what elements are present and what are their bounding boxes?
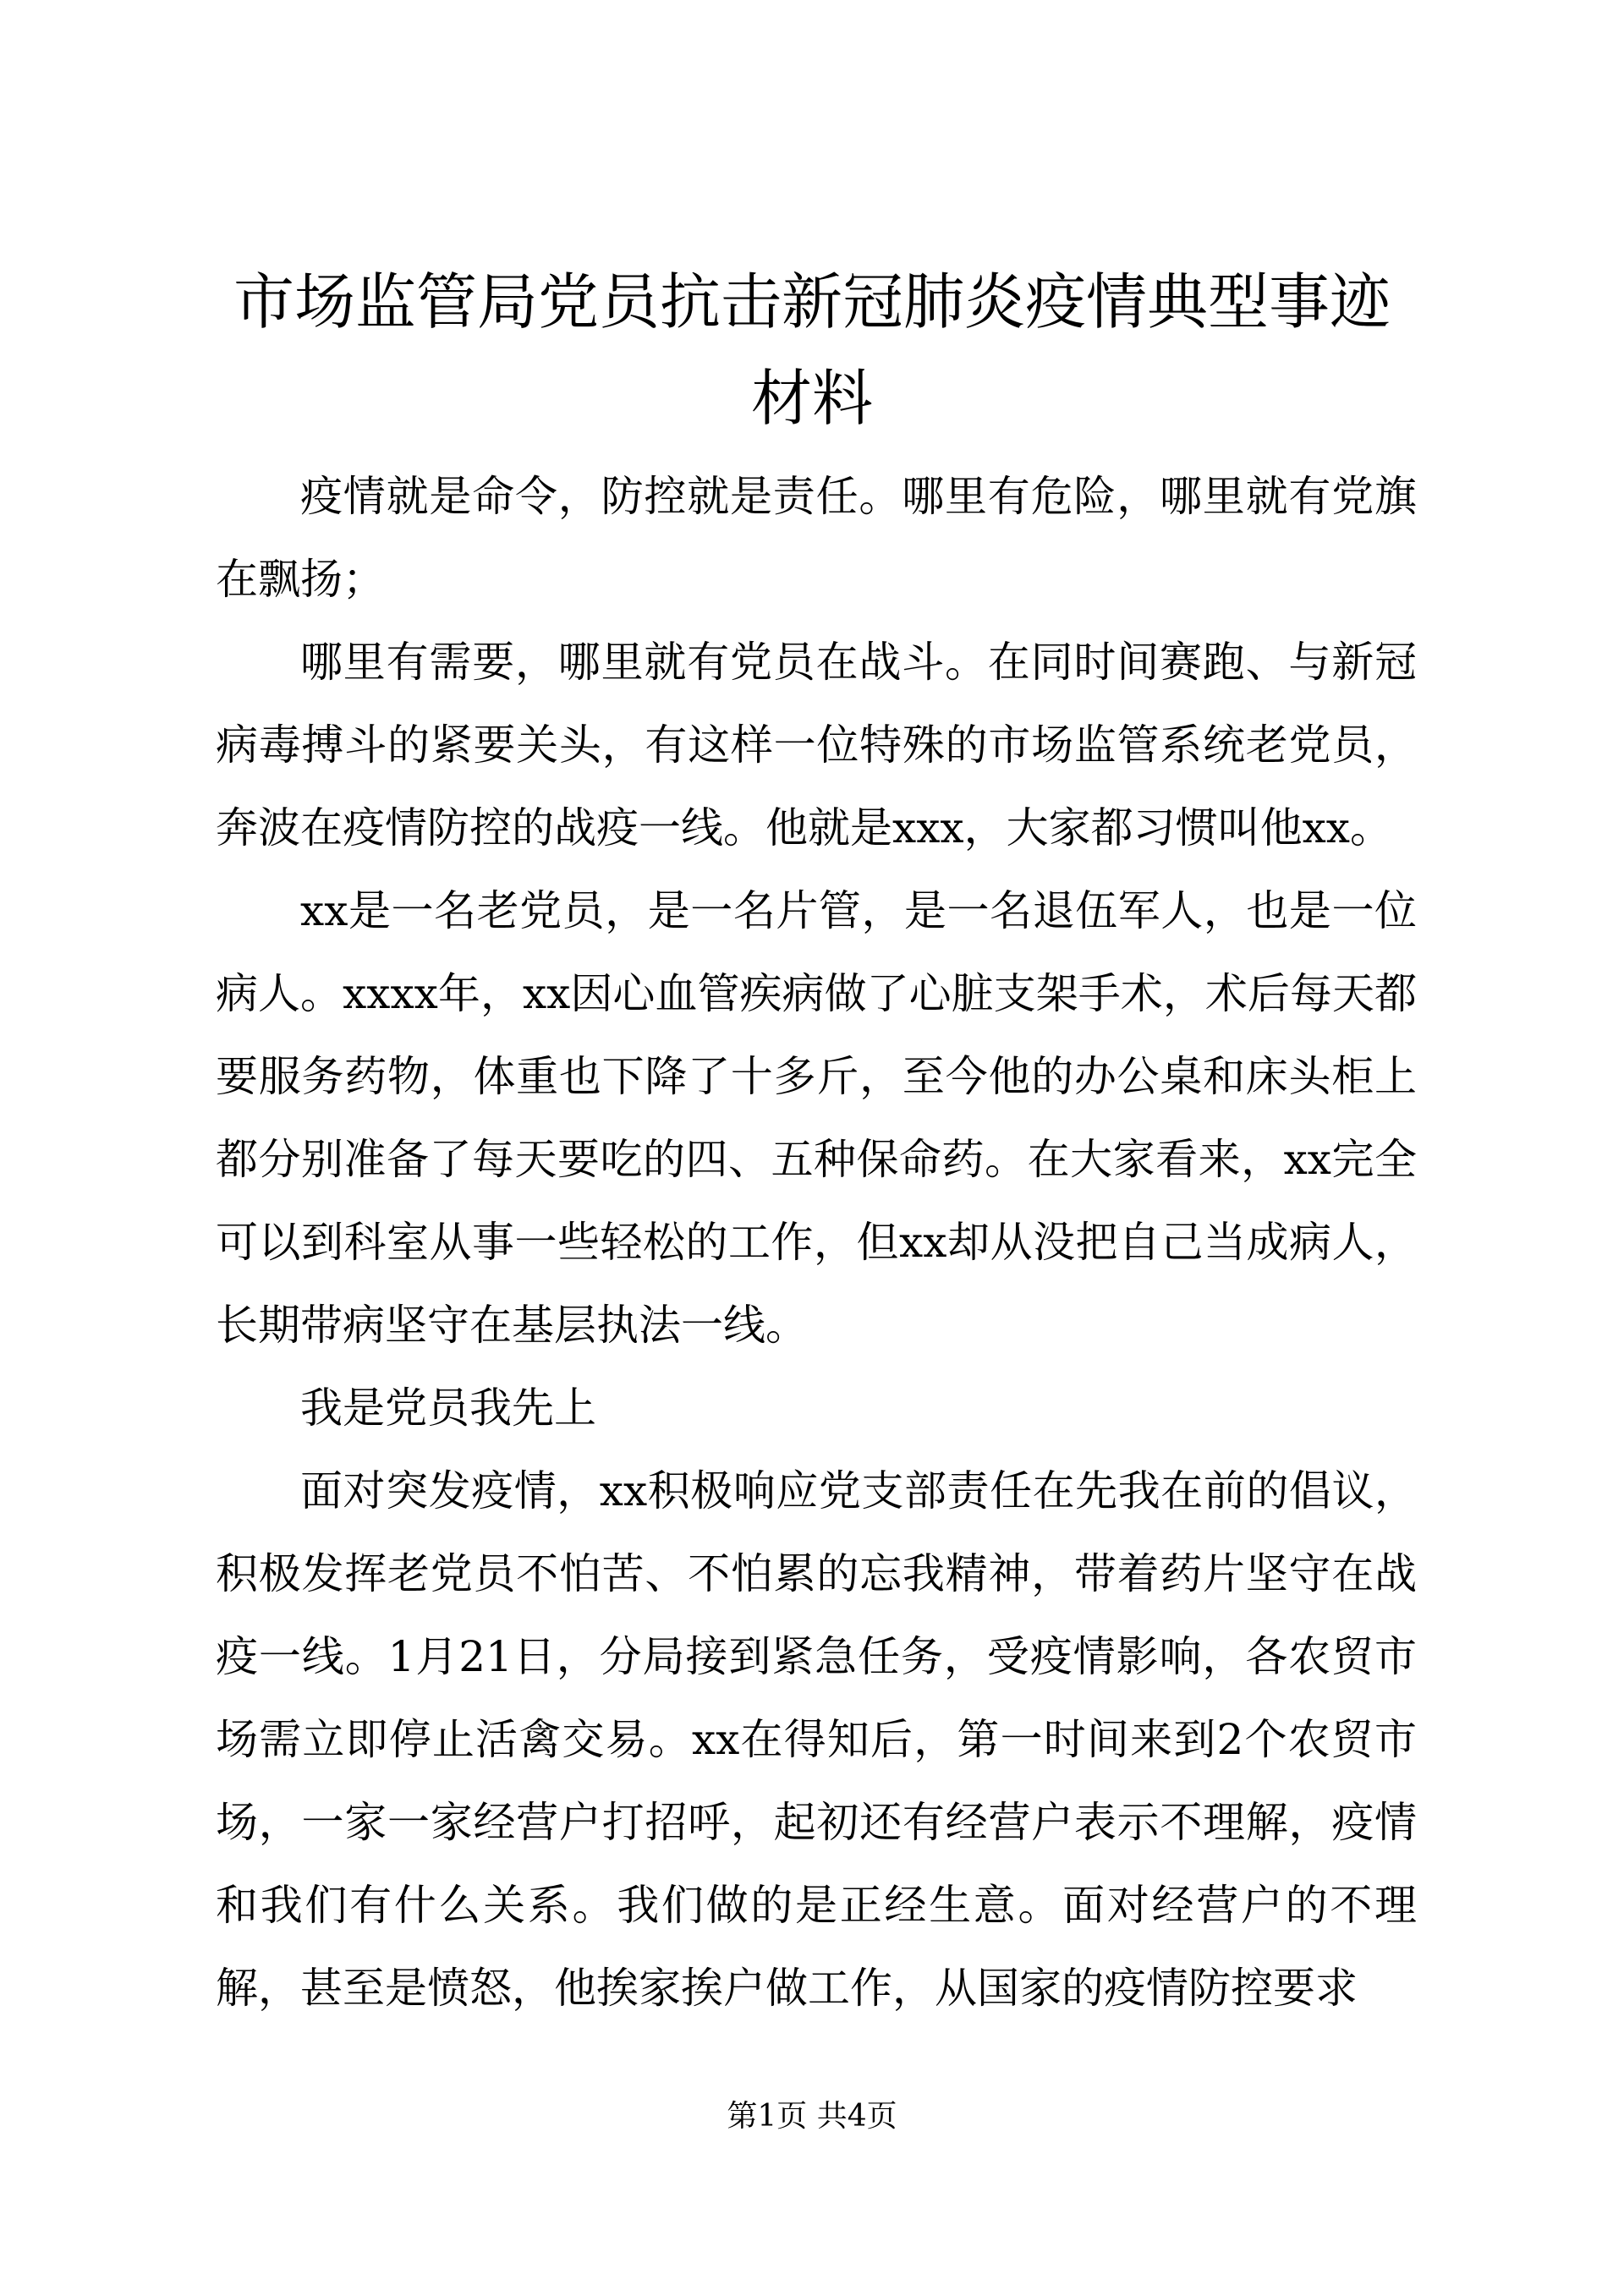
paragraph-2: 哪里有需要，哪里就有党员在战斗。在同时间赛跑、与新冠病毒搏斗的紧要关头，有这样一位特殊的市场监管系统老党员，奔波在疫情防控的战疫一线。他就是xxx，大家都习惯叫他xx。	[216, 638, 1417, 852]
paragraph-1: 疫情就是命令，防控就是责任。哪里有危险，哪里就有党旗在飘扬；	[216, 472, 1417, 604]
paragraph-4: 面对突发疫情，xx积极响应党支部责任在先我在前的倡议，积极发挥老党员不怕苦、不怕累的忘我精神，带着药片坚守在战疫一线。1月21日，分局接到紧急任务，受疫情影响，各农贸市场需立即停止活禽交易。xx在得知后，第一时间来到2个农贸市场，一家一家经营户打招呼，起初还有经营户表示不理解，疫情和我们有什么关系。我们做的是正经生意。面对经营户的不理解，甚至是愤怒，他挨家挨户做工作，从国家的疫情防控要求	[216, 1466, 1417, 2013]
section-heading: 我是党员我先上	[300, 1384, 596, 1433]
document-title: 市场监管局党员抗击新冠肺炎疫情典型事迹材料	[233, 266, 1391, 434]
paragraph-3: xx是一名老党员，是一名片管，是一名退伍军人，也是一位病人。xxxx年，xx因心血管疾病做了心脏支架手术，术后每天都要服务药物，体重也下降了十多斤，至今他的办公桌和床头柜上都分别准备了每天要吃的四、五种保命药。在大家看来，xx完全可以到科室从事一些轻松的工作，但xx却从没把自己当成病人，长期带病坚守在基层执法一线。	[216, 886, 1417, 1350]
page-number-footer: 第1页 共4页	[727, 2099, 897, 2134]
document-body	[216, 455, 1417, 2030]
